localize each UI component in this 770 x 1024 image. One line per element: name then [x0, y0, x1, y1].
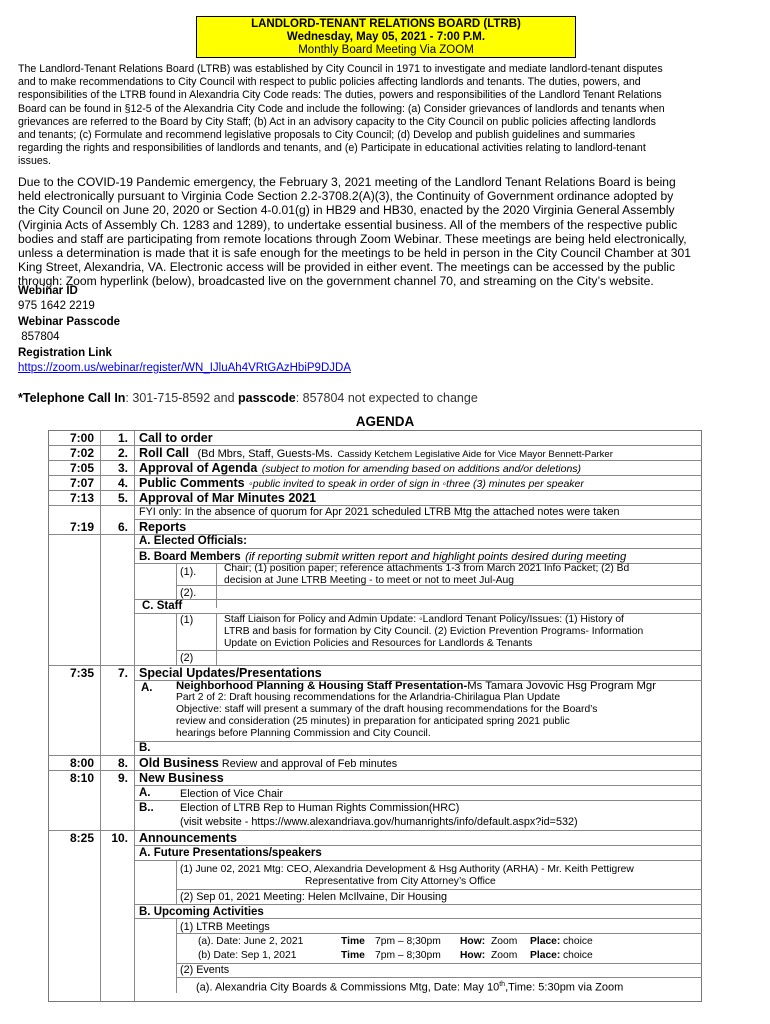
board-members-label: B. Board Members: [139, 551, 241, 563]
future-presentations-heading: A. Future Presentations/speakers: [139, 847, 322, 859]
place-value: choice: [563, 936, 593, 947]
presentation-title-bold: Neighborhood Planning & Housing Staff Presentation-: [176, 680, 468, 692]
staff-item-text: LTRB and basis for formation by City Council. (2) Eviction Prevention Programs- Information: [224, 626, 644, 637]
agenda-row-line: [134, 785, 702, 786]
agenda-time: 8:10: [69, 771, 94, 785]
presentation-letter: B.: [139, 742, 151, 754]
new-business-item: Election of Vice Chair: [180, 788, 284, 800]
agenda-number: 9.: [117, 771, 128, 785]
roll-call-label: Roll Call: [139, 446, 190, 460]
registration-link-label: Registration Link: [18, 346, 112, 359]
roll-call-guest: Cassidy Ketchem Legislative Aide for Vice Mayor Bennett-Parker: [337, 449, 613, 460]
presentation-text: review and consideration (25 minutes) in preparation for anticipated spring 2021 public: [176, 716, 570, 727]
agenda-row-line: [134, 860, 702, 861]
meeting-date: Wednesday, May 05, 2021 - 7:00 P.M.: [286, 31, 486, 43]
agenda-col-line: [100, 430, 101, 1002]
agenda-time: 7:13: [69, 491, 94, 505]
intro-line: issues.: [18, 155, 51, 168]
presentation-text: Part 2 of 2: Draft housing recommendations for the Arlandria-Chirilagua Plan Update: [176, 692, 561, 703]
covid-line: held electronically pursuant to Virginia Code Section 2.2-3708.2(A)(3), the Continuity of Government ordinance adopted by: [18, 189, 674, 204]
agenda-number: 1.: [117, 431, 128, 445]
passcode-label: passcode: [238, 391, 296, 405]
minutes-fyi-note: FYI only: In the absence of quorum for Apr 2021 scheduled LTRB Mtg the attached notes were taken: [139, 506, 620, 518]
agenda-number: 3.: [117, 461, 128, 475]
agenda-time: 8:25: [69, 831, 94, 845]
old-business-note: Review and approval of Feb minutes: [218, 758, 398, 770]
presentation-presenter: Ms Tamara Jovovic Hsg Program Mgr: [467, 680, 656, 692]
agenda-col-line: [176, 613, 177, 665]
agenda-col-line: [216, 613, 217, 665]
intro-line: The Landlord-Tenant Relations Board (LTRB) was established by City Council in 1971 to investigate and mediate landlord-tenant disputes: [18, 63, 663, 75]
agenda-number: 7.: [117, 666, 128, 680]
meeting-date-b: (b) Date: Sep 1, 2021: [198, 950, 297, 961]
meeting-subtitle: Monthly Board Meeting Via ZOOM: [298, 44, 474, 56]
place-label: Place:: [530, 936, 561, 947]
webinar-passcode-label: Webinar Passcode: [18, 315, 121, 328]
agenda-number: 2.: [117, 446, 128, 460]
event-item-text: (a). Alexandria City Boards & Commissions Mtg, Date: May 10: [196, 981, 500, 994]
covid-line: bodies and staff are participating from remote locations through Zoom Webinar. These meetings are being held electronically,: [18, 231, 687, 246]
intro-line: Board can be found in §12-5 of the Alexandria City Code and include the following: (a) Consider grievances of landlords and tenants when: [18, 102, 665, 115]
presentation-title: [176, 680, 656, 692]
presentation-text: Objective: staff will present a summary of the draft housing recommendations for the Board’s: [176, 704, 598, 715]
registration-link[interactable]: https://zoom.us/webinar/register/WN_IJluAh4VRtGAzHbiP9DJDA: [18, 362, 351, 375]
passcode-note: : 857804 not expected to change: [295, 391, 478, 405]
agenda-number: 8.: [117, 756, 128, 770]
webinar-info: [18, 284, 618, 376]
public-comments-note: ◦public invited to speak in order of sign in ◦three (3) minutes per speaker: [249, 478, 584, 490]
board-item-text: decision at June LTRB Meeting - to meet or not to meet Jul-Aug: [224, 575, 514, 586]
board-members-note: (if reporting submit written report and highlight points desired during meeting: [245, 551, 627, 563]
telephone-label: *Telephone Call In: [18, 391, 126, 405]
agenda-item-special-updates: Special Updates/Presentations: [139, 666, 322, 680]
elected-officials-heading: A. Elected Officials:: [139, 535, 248, 547]
board-item-number: (2).: [180, 587, 197, 599]
intro-line: responsibilities of the LTRB found in Alexandria City Code reads: The duties, powers and responsibilities of the Landlord Tenant Relations: [18, 89, 662, 102]
agenda-time: 7:02: [69, 446, 94, 460]
time-value: 7pm – 8;30pm: [375, 936, 441, 947]
how-value: Zoom: [491, 950, 518, 961]
webinar-id-value: 975 1642 2219: [18, 300, 95, 313]
board-item-text: Chair; (1) position paper; reference attachments 1-3 from March 2021 Info Packet; (2) Bd: [224, 563, 630, 574]
agenda-number: 10.: [111, 831, 128, 845]
future-presentation-item: (2) Sep 01, 2021 Meeting: Helen McIlvaine, Dir Housing: [180, 891, 448, 903]
agenda-time: 7:07: [69, 476, 94, 490]
agenda-title: AGENDA: [355, 414, 415, 429]
agenda-number: 6.: [117, 520, 128, 534]
agenda-item-reports: Reports: [139, 520, 187, 534]
agenda-item-public-comments: [139, 476, 584, 491]
covid-line: the City Council on June 20, 2020 or Section 4-0.01(g) in HB29 and HB30, enacted by the 2020 Virginia General Assembly: [18, 203, 675, 218]
new-business-letter: B..: [139, 802, 154, 814]
event-item-sup: th: [499, 981, 506, 988]
intro-line: grievances are referred to the Board by City Staff; (b) Act in an advisory capacity to the City Council on public policies affecting landlords: [18, 115, 656, 128]
webinar-passcode-value: 857804: [18, 331, 60, 344]
board-members-heading: [139, 549, 626, 564]
place-label: Place:: [530, 950, 561, 961]
intro-paragraph: [18, 63, 752, 169]
agenda-item-call-to-order: Call to order: [139, 431, 213, 445]
intro-line: regarding the rights and responsibilities of landlords and tenants, and (e) Participate in educational activities relating to landlord-tenant: [18, 142, 646, 155]
new-business-letter: A.: [139, 787, 151, 799]
approval-agenda-label: Approval of Agenda: [139, 461, 258, 475]
roll-call-note: (Bd Mbrs, Staff, Guests-: [197, 448, 316, 460]
intro-line: and tenants; (c) Formulate and recommend legislative proposals to City Council; (d) Develop and publish guidelines and summaries: [18, 129, 636, 142]
how-value: Zoom: [491, 936, 518, 947]
agenda-time: 7:19: [69, 520, 94, 534]
covid-paragraph: [18, 175, 752, 289]
covid-line: King Street, Alexandria, VA. Electronic access will be provided in either event. The meetings can be accessed by the public: [18, 260, 676, 275]
covid-line: (Virginia Acts of Assembly Ch. 1283 and 1289), to undertake essential business. All of the members of the respective public: [18, 217, 678, 232]
agenda-number: 4.: [117, 476, 128, 490]
covid-line: Due to the COVID-19 Pandemic emergency, the February 3, 2021 meeting of the Landlord Tenant Relations Board is being: [18, 175, 676, 189]
staff-item-number: (2): [180, 652, 194, 664]
agenda-item-roll-call: [139, 446, 613, 462]
staff-heading: C. Staff: [142, 600, 183, 612]
new-business-item: Election of LTRB Rep to Human Rights Commission(HRC): [180, 802, 460, 814]
covid-line: through: Zoom hyperlink (below), broadcasted live on the government channel 70, and streaming on the City’s website.: [18, 274, 654, 289]
event-item: [196, 978, 623, 995]
agenda-item-approval-of-minutes: Approval of Mar Minutes 2021: [139, 491, 317, 505]
meeting-date-a: (a). Date: June 2, 2021: [198, 936, 304, 947]
agenda-col-line: [176, 861, 177, 905]
future-presentation-item: (1) June 02, 2021 Mtg: CEO, Alexandria Development & Hsg Authority (ARHA) - Mr. Keith Pettigrew: [180, 864, 634, 875]
board-title: LANDLORD-TENANT RELATIONS BOARD (LTRB): [251, 18, 521, 30]
how-label: How:: [460, 950, 486, 961]
agenda-row-line: [134, 741, 702, 742]
staff-item-number: (1): [180, 614, 194, 626]
future-presentation-item: Representative from City Attorney’s Office: [305, 876, 496, 887]
agenda-time: 7:05: [69, 461, 94, 475]
event-item-end: ,Time: 5:30pm via Zoom: [505, 981, 624, 994]
agenda-time: 8:00: [69, 756, 94, 770]
time-label: Time: [341, 950, 365, 961]
agenda-row-line: [134, 519, 702, 520]
agenda-col-line: [176, 919, 177, 993]
agenda-number: 5.: [117, 491, 128, 505]
approval-agenda-note: (subject to motion for amending based on additions and/or deletions): [261, 463, 582, 475]
telephone-number: : 301-715-8592 and: [125, 391, 239, 405]
agenda-item-approval-of-agenda: [139, 461, 581, 476]
telephone-call-in: [18, 391, 478, 405]
webinar-id-label: Webinar ID: [18, 285, 78, 297]
ltrb-meetings-heading: (1) LTRB Meetings: [180, 921, 270, 933]
agenda-row-line: [134, 599, 702, 600]
agenda-col-line: [216, 564, 217, 608]
new-business-item-url: (visit website - https://www.alexandriava.gov/humanrights/info/default.aspx?id=532): [180, 816, 578, 828]
staff-item-text: Staff Liaison for Policy and Admin Update: ◦Landlord Tenant Policy/Issues: (1) History of: [224, 614, 624, 625]
presentation-text: hearings before Planning Commission and City Council.: [176, 728, 431, 739]
time-label: Time: [341, 936, 365, 947]
intro-line: and to make recommendations to City Council with respect to public policies affecting landlords and tenants. The duties, powers, and: [18, 76, 641, 89]
public-comments-label: Public Comments: [139, 476, 245, 490]
agenda-item-new-business: New Business: [139, 771, 224, 785]
staff-item-text: Update on Eviction Policies and Resources for Landlords & Tenants: [224, 638, 533, 649]
covid-line: unless a determination is made that it is safe enough for the meetings to be held in person in the City Council Chamber at 301: [18, 246, 691, 261]
presentation-letter: A.: [141, 682, 153, 694]
roll-call-ms: Ms.: [315, 448, 333, 460]
agenda-time: 7:35: [69, 666, 94, 680]
time-value: 7pm – 8;30pm: [375, 950, 441, 961]
upcoming-activities-heading: B. Upcoming Activities: [139, 906, 264, 918]
header-banner: [196, 16, 576, 58]
how-label: How:: [460, 936, 486, 947]
board-item-number: (1).: [180, 566, 197, 578]
events-heading: (2) Events: [180, 964, 230, 976]
agenda-item-announcements: Announcements: [139, 831, 237, 845]
old-business-label: Old Business: [139, 756, 219, 770]
agenda-col-line: [134, 430, 135, 1002]
agenda-time: 7:00: [69, 431, 94, 445]
place-value: choice: [563, 950, 593, 961]
agenda-row-line: [176, 963, 702, 964]
agenda-item-old-business: [139, 756, 397, 771]
